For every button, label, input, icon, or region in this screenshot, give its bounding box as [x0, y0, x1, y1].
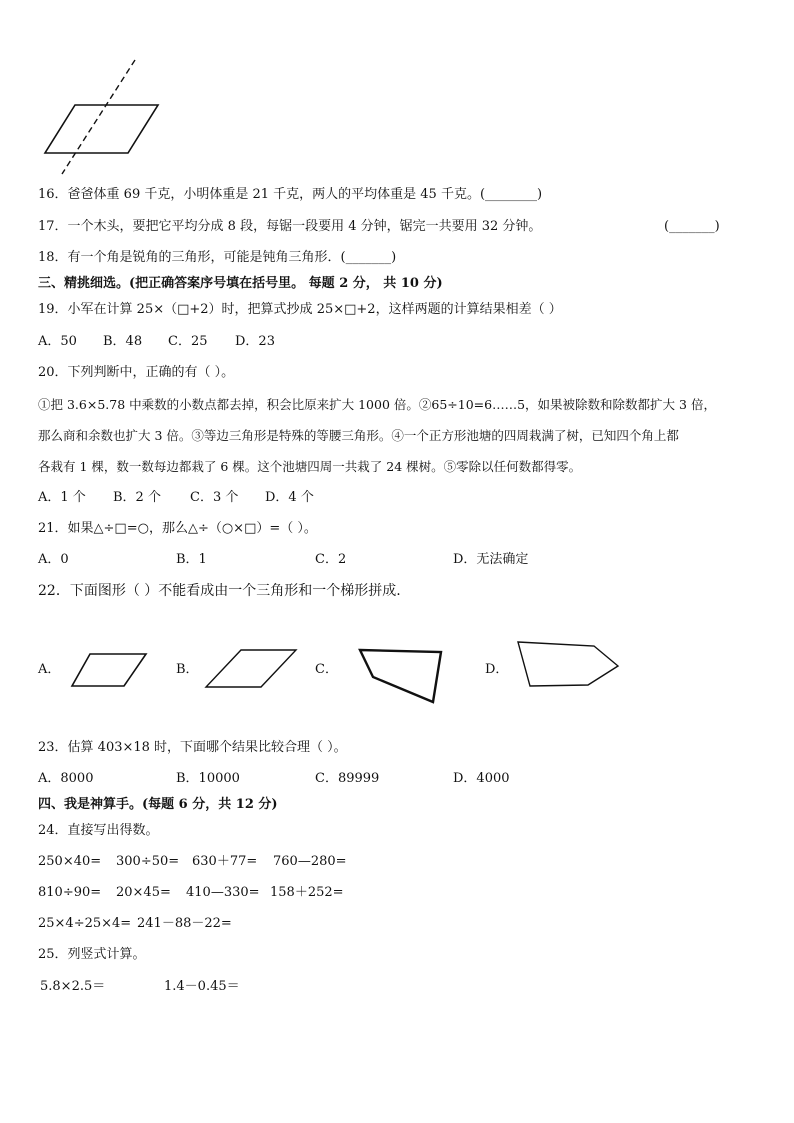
calc-item: 158＋252= [270, 885, 344, 900]
question-20-option-c: C．3 个 [190, 490, 239, 505]
calc-item: 20×45= [116, 885, 171, 900]
calc-item: 760—280= [273, 854, 347, 869]
pentagon-d-figure [512, 638, 622, 690]
question-22-option-a: A． [38, 662, 61, 677]
question-16: 16．爸爸体重 69 千克，小明体重是 21 千克，两人的平均体重是 45 千克。(________) [38, 187, 543, 202]
vertical-calc-item: 5.8×2.5＝ [40, 979, 106, 994]
question-19-option-b: B．48 [103, 334, 143, 349]
question-20-option-b: B．2 个 [113, 490, 161, 505]
question-19-stem: 19．小军在计算 25×（□+2）时，把算式抄成 25×□+2，这样两题的计算结果相差（ ） [38, 302, 562, 317]
question-22-option-d: D． [485, 662, 509, 677]
question-20-line-3: 各栽有 1 棵，数一数每边都栽了 6 棵。这个池塘四周一共栽了 24 棵树。⑤零除以任何数都得零。 [38, 459, 582, 474]
question-24-stem: 24．直接写出得数。 [38, 823, 159, 838]
question-20-line-1: ①把 3.6×5.78 中乘数的小数点都去掉，积会比原来扩大 1000 倍。②65÷10=6……5，如果被除数和除数都扩大 3 倍， [38, 397, 716, 412]
calc-item: 25×4÷25×4= [38, 916, 132, 931]
question-17: 17．一个木头，要把它平均分成 8 段，每锯一段要用 4 分钟，锯完一共要用 32 分钟。 [38, 219, 542, 234]
question-20-option-d: D．4 个 [265, 490, 314, 505]
question-19-option-a: A．50 [38, 334, 77, 349]
question-23-option-a: A．8000 [38, 771, 94, 786]
section-4-heading: 四、我是神算手。(每题 6 分，共 12 分) [38, 797, 278, 812]
parallelogram-dashed-figure [40, 58, 165, 176]
question-21-option-a: A．0 [38, 552, 69, 567]
calc-item: 241－88－22= [137, 916, 232, 931]
question-18: 18．有一个角是锐角的三角形，可能是钝角三角形．(_______) [38, 250, 397, 265]
vertical-calc-item: 1.4－0.45＝ [164, 979, 240, 994]
question-21-option-b: B．1 [176, 552, 207, 567]
quadrilateral-c-figure [355, 645, 447, 705]
question-20-option-a: A．1 个 [38, 490, 86, 505]
question-22-option-b: B． [176, 662, 199, 677]
parallelogram-a-figure [68, 650, 150, 690]
calc-item: 630＋77= [192, 854, 258, 869]
question-20-line-2: 那么商和余数也扩大 3 倍。③等边三角形是特殊的等腰三角形。④一个正方形池塘的四周栽满了树，已知四个角上都 [38, 428, 679, 443]
question-22-stem: 22．下面图形（ ）不能看成由一个三角形和一个梯形拼成. [38, 583, 401, 599]
question-23-option-c: C．89999 [315, 771, 380, 786]
question-25-stem: 25．列竖式计算。 [38, 947, 146, 962]
question-21-stem: 21．如果△÷□=○，那么△÷（○×□）=（ ）。 [38, 521, 317, 536]
question-23-option-b: B．10000 [176, 771, 240, 786]
calc-item: 810÷90= [38, 885, 102, 900]
question-19-option-d: D．23 [235, 334, 275, 349]
question-21-option-c: C．2 [315, 552, 347, 567]
question-21-option-d: D．无法确定 [453, 552, 529, 567]
question-22-option-c: C． [315, 662, 338, 677]
calc-item: 250×40= [38, 854, 102, 869]
question-19-option-c: C．25 [168, 334, 208, 349]
parallelogram-b-figure [203, 647, 299, 691]
question-23-option-d: D．4000 [453, 771, 510, 786]
question-17-blank: (_______) [664, 219, 720, 234]
section-3-heading: 三、精挑细选。(把正确答案序号填在括号里。 每题 2 分， 共 10 分) [38, 276, 443, 291]
calc-item: 410—330= [186, 885, 260, 900]
question-23-stem: 23．估算 403×18 时，下面哪个结果比较合理（ ）。 [38, 740, 347, 755]
question-20-stem: 20．下列判断中，正确的有（ ）。 [38, 365, 235, 380]
calc-item: 300÷50= [116, 854, 180, 869]
